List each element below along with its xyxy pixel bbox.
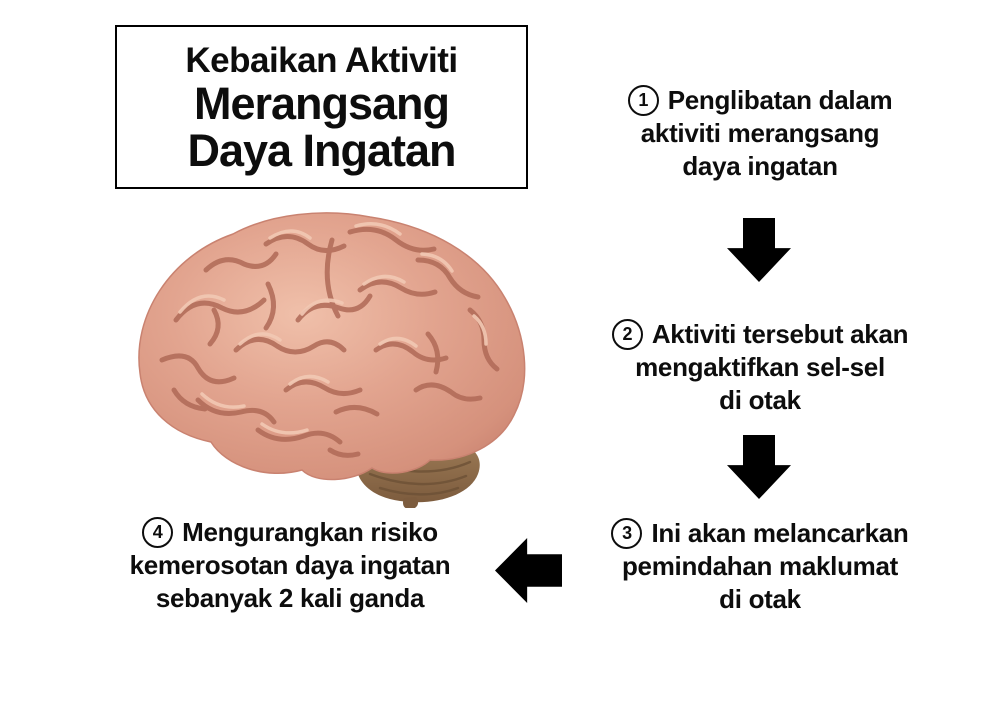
step-1-number-badge: 1: [628, 85, 659, 116]
step-2-line-1: [560, 318, 960, 351]
step-4-number-badge: 4: [142, 517, 173, 548]
step-1: [560, 84, 960, 183]
step-3-text: Ini akan melancarkan: [651, 518, 909, 548]
step-4-line-3: sebanyak 2 kali ganda: [155, 583, 425, 613]
step-1-line-2: aktiviti merangsang: [640, 118, 880, 148]
step-3-number-badge: 3: [611, 518, 642, 549]
step-3-line-2: pemindahan maklumat: [621, 551, 899, 581]
step-4: [90, 516, 490, 615]
step-2: [560, 318, 960, 417]
step-3: [560, 517, 960, 616]
title-line-3: Daya Ingatan: [187, 125, 456, 177]
down-arrow-icon: [727, 218, 791, 282]
step-1-line-3: daya ingatan: [682, 151, 838, 181]
title-line-1: Kebaikan Aktiviti: [185, 41, 458, 81]
step-4-line-2: kemerosotan daya ingatan: [129, 550, 451, 580]
step-4-line-1: [90, 516, 490, 549]
left-arrow-icon: [495, 538, 562, 603]
brain-image: [118, 198, 542, 508]
step-1-text: Penglibatan dalam: [667, 85, 893, 115]
title-line-2: Merangsang: [193, 78, 450, 130]
step-2-text: Aktiviti tersebut akan: [651, 319, 909, 349]
down-arrow-icon: [727, 435, 791, 499]
step-3-line-1: [560, 517, 960, 550]
title-box: [115, 25, 528, 189]
brain-icon: [118, 198, 542, 508]
step-2-line-3: di otak: [719, 385, 801, 415]
step-3-line-3: di otak: [719, 584, 801, 614]
step-2-line-2: mengaktifkan sel-sel: [635, 352, 885, 382]
step-2-number-badge: 2: [612, 319, 643, 350]
step-4-text: Mengurangkan risiko: [182, 517, 438, 547]
step-1-line-1: [560, 84, 960, 117]
